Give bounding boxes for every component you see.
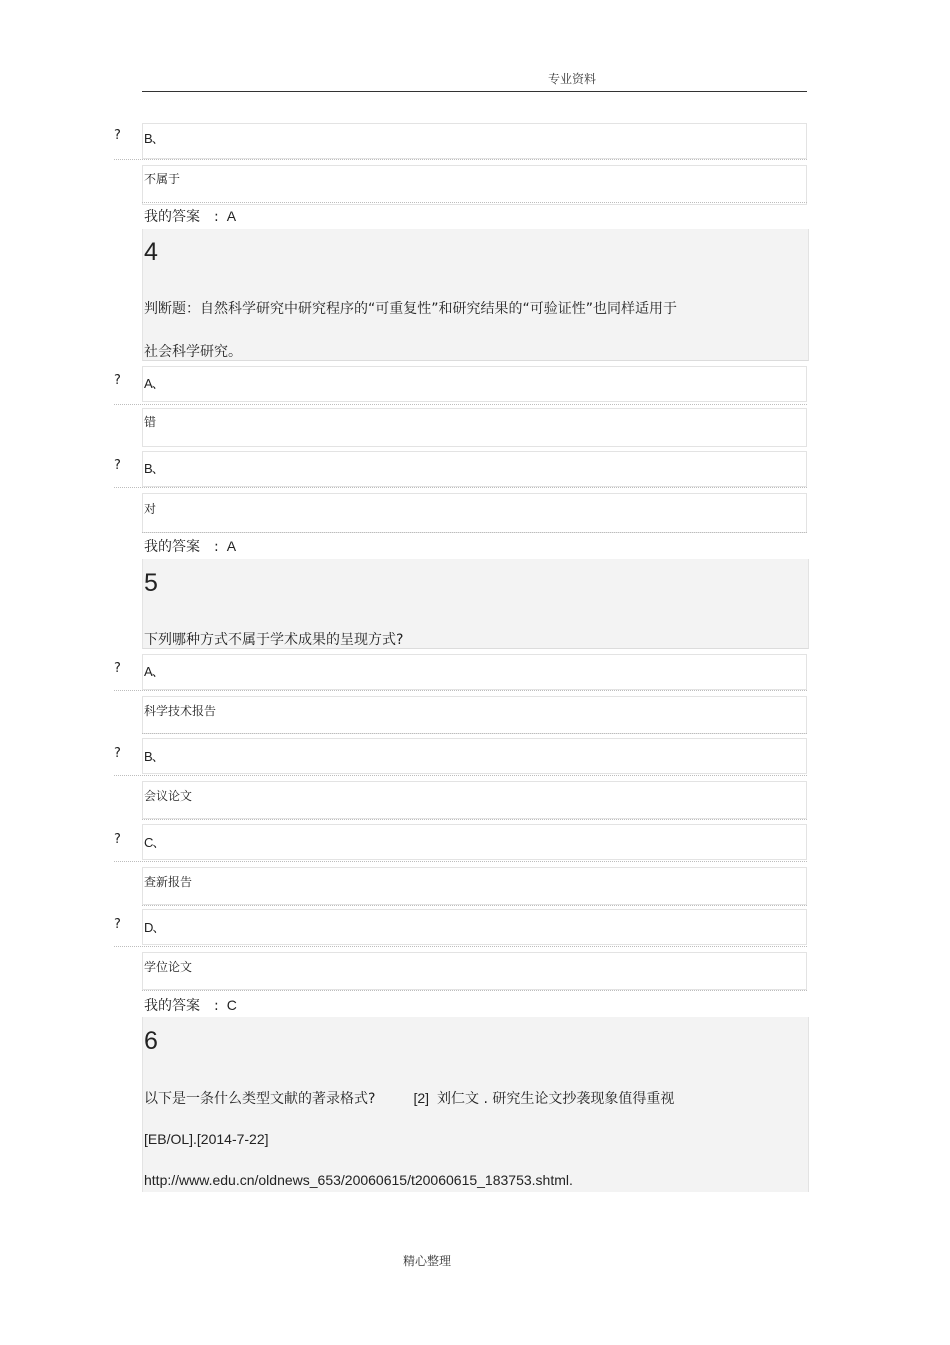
answer-label: 我的答案 [144, 209, 200, 225]
option-text-row[interactable] [142, 493, 807, 533]
answer-colon: : [214, 539, 219, 555]
my-answer [144, 995, 237, 1015]
answer-colon: : [214, 998, 219, 1014]
option-text: 学位论文 [144, 960, 193, 974]
answer-label: 我的答案 [144, 539, 200, 555]
option-text: 错 [144, 415, 157, 429]
option-letter: D、 [144, 920, 165, 935]
option-text: 会议论文 [144, 789, 193, 803]
option-letter: B、 [144, 461, 164, 476]
option-text-row[interactable] [142, 867, 807, 905]
divider [142, 202, 807, 203]
answer-value: A [226, 208, 237, 224]
answer-value: C [226, 997, 237, 1013]
divider [142, 990, 807, 991]
option-letter: A、 [144, 376, 164, 391]
divider [142, 905, 807, 906]
reference-number: [2] [413, 1090, 430, 1106]
divider [114, 775, 807, 776]
divider [142, 532, 807, 533]
my-answer [144, 536, 236, 556]
question-text-part: 以下是一条什么类型文献的著录格式? [144, 1091, 376, 1107]
option-marker: ? [114, 661, 121, 676]
option-text: 对 [144, 502, 157, 516]
question-text: [EB/OL].[2014-7-22] [144, 1131, 269, 1147]
question-number: 4 [144, 238, 158, 266]
option-row[interactable] [142, 123, 807, 159]
question-text: 下列哪种方式不属于学术成果的呈现方式? [144, 632, 404, 648]
option-letter: B、 [144, 749, 164, 764]
divider [114, 690, 807, 691]
option-row[interactable] [142, 451, 807, 487]
question-text: 判断题：自然科学研究中研究程序的“可重复性”和研究结果的“可验证性”也同样适用于 [144, 301, 678, 317]
my-answer [144, 206, 236, 226]
question-text: 社会科学研究。 [144, 344, 242, 360]
option-text-row[interactable] [142, 165, 807, 205]
header-divider [142, 91, 807, 92]
option-letter: B、 [144, 131, 164, 146]
divider [114, 946, 807, 947]
option-text: 科学技术报告 [144, 704, 217, 718]
option-marker: ? [114, 832, 121, 847]
option-marker: ? [114, 458, 121, 473]
option-text-row[interactable] [142, 952, 807, 990]
option-text-row[interactable] [142, 781, 807, 819]
option-marker: ? [114, 128, 121, 143]
option-letter: C、 [144, 835, 165, 850]
option-row[interactable] [142, 654, 807, 690]
divider [114, 861, 807, 862]
option-text-row[interactable] [142, 696, 807, 734]
question-number: 5 [144, 569, 158, 597]
option-row[interactable] [142, 824, 807, 860]
divider [142, 733, 807, 734]
option-row[interactable] [142, 738, 807, 774]
divider [142, 819, 807, 820]
option-row[interactable] [142, 366, 807, 402]
answer-colon: : [214, 209, 219, 225]
question-number: 6 [144, 1027, 158, 1055]
divider [114, 404, 807, 405]
option-text: 不属于 [144, 172, 181, 186]
question-box [142, 229, 809, 361]
option-marker: ? [114, 917, 121, 932]
page-footer: 精心整理 [403, 1254, 452, 1268]
option-marker: ? [114, 746, 121, 761]
question-text-part: 刘仁文 . 研究生论文抄袭现象值得重视 [437, 1091, 675, 1107]
option-marker: ? [114, 373, 121, 388]
divider [114, 159, 807, 160]
question-text [144, 1088, 674, 1108]
reference-url: http://www.edu.cn/oldnews_653/20060615/t20060615_183753.shtml. [144, 1172, 573, 1188]
option-text-row[interactable] [142, 408, 807, 447]
page-header-title: 专业资料 [548, 72, 597, 86]
divider [114, 487, 807, 488]
option-row[interactable] [142, 909, 807, 945]
answer-value: A [226, 538, 237, 554]
answer-label: 我的答案 [144, 998, 200, 1014]
option-letter: A、 [144, 664, 164, 679]
option-text: 查新报告 [144, 875, 193, 889]
